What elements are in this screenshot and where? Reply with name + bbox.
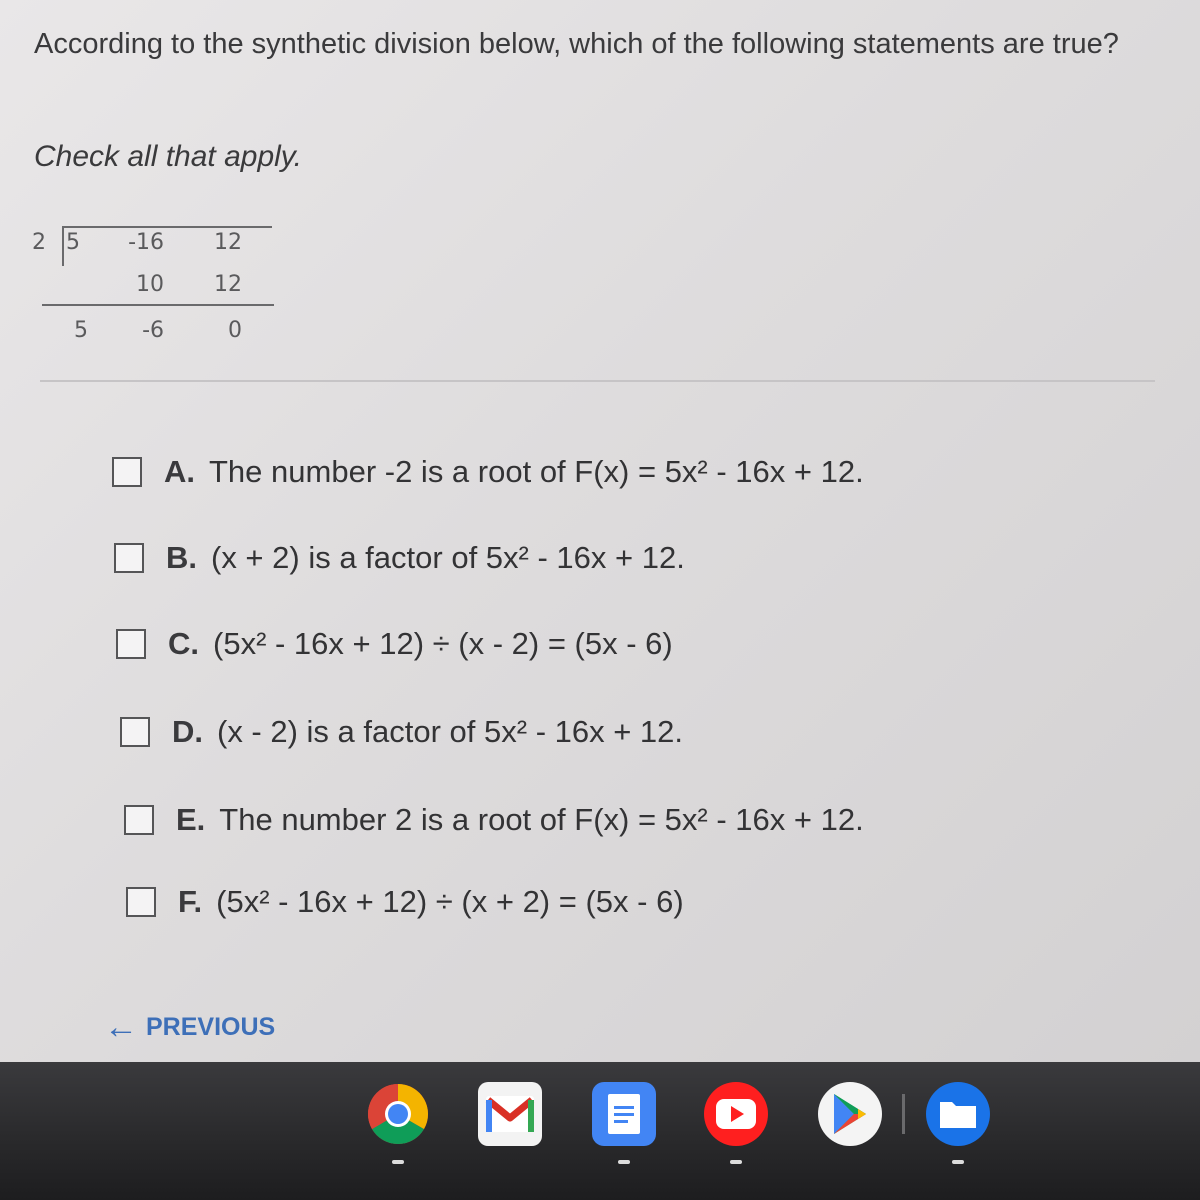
docs-icon[interactable] <box>592 1082 656 1146</box>
option-text: (x - 2) is a factor of 5x² - 16x + 12. <box>217 714 684 749</box>
arrow-left-icon: ← <box>104 1008 138 1046</box>
remainder: 0 <box>228 318 242 343</box>
previous-button[interactable] <box>104 1008 275 1047</box>
files-icon[interactable] <box>926 1082 990 1146</box>
shelf-separator <box>902 1094 905 1134</box>
synthetic-division <box>30 222 270 352</box>
division-rule <box>42 304 274 306</box>
result-1: 5 <box>74 318 88 343</box>
coefficient-3: 12 <box>214 230 242 255</box>
option-letter: D. <box>172 714 203 749</box>
product-1: 10 <box>136 272 164 297</box>
checkbox-e[interactable] <box>124 805 154 835</box>
play-store-icon[interactable] <box>818 1082 882 1146</box>
checkbox-b[interactable] <box>114 543 144 573</box>
os-shelf <box>0 1062 1200 1200</box>
option-letter: E. <box>176 802 206 837</box>
checkbox-f[interactable] <box>126 887 156 917</box>
option-letter: F. <box>178 884 203 919</box>
youtube-icon[interactable] <box>704 1082 768 1146</box>
running-indicator <box>618 1160 630 1164</box>
option-text: (5x² - 16x + 12) ÷ (x + 2) = (5x - 6) <box>216 884 684 919</box>
option-text: The number -2 is a root of F(x) = 5x² - 16x + 12. <box>209 454 864 489</box>
option-a[interactable] <box>112 450 864 494</box>
coefficient-2: -16 <box>128 230 164 255</box>
option-letter: A. <box>164 454 195 489</box>
question-instruction: Check all that apply. <box>34 140 302 173</box>
running-indicator <box>392 1160 404 1164</box>
checkbox-c[interactable] <box>116 629 146 659</box>
result-2: -6 <box>142 318 164 343</box>
option-e[interactable] <box>124 798 864 842</box>
option-d[interactable] <box>120 710 683 754</box>
running-indicator <box>952 1160 964 1164</box>
section-divider <box>40 380 1155 382</box>
coefficient-1: 5 <box>66 230 80 255</box>
option-f[interactable] <box>126 880 684 924</box>
option-b[interactable] <box>114 536 685 580</box>
chrome-icon[interactable] <box>366 1082 430 1146</box>
product-2: 12 <box>214 272 242 297</box>
option-text: The number 2 is a root of F(x) = 5x² - 16x + 12. <box>219 802 864 837</box>
division-bracket-top <box>62 226 272 228</box>
option-text: (5x² - 16x + 12) ÷ (x - 2) = (5x - 6) <box>213 626 673 661</box>
checkbox-d[interactable] <box>120 717 150 747</box>
option-letter: B. <box>166 540 197 575</box>
divisor: 2 <box>32 230 46 255</box>
previous-label: PREVIOUS <box>146 1013 276 1041</box>
option-c[interactable] <box>116 622 673 666</box>
question-prompt: According to the synthetic division below, which of the following statements are true? <box>34 28 1119 60</box>
option-letter: C. <box>168 626 199 661</box>
gmail-icon[interactable] <box>478 1082 542 1146</box>
option-text: (x + 2) is a factor of 5x² - 16x + 12. <box>211 540 685 575</box>
checkbox-a[interactable] <box>112 457 142 487</box>
running-indicator <box>730 1160 742 1164</box>
